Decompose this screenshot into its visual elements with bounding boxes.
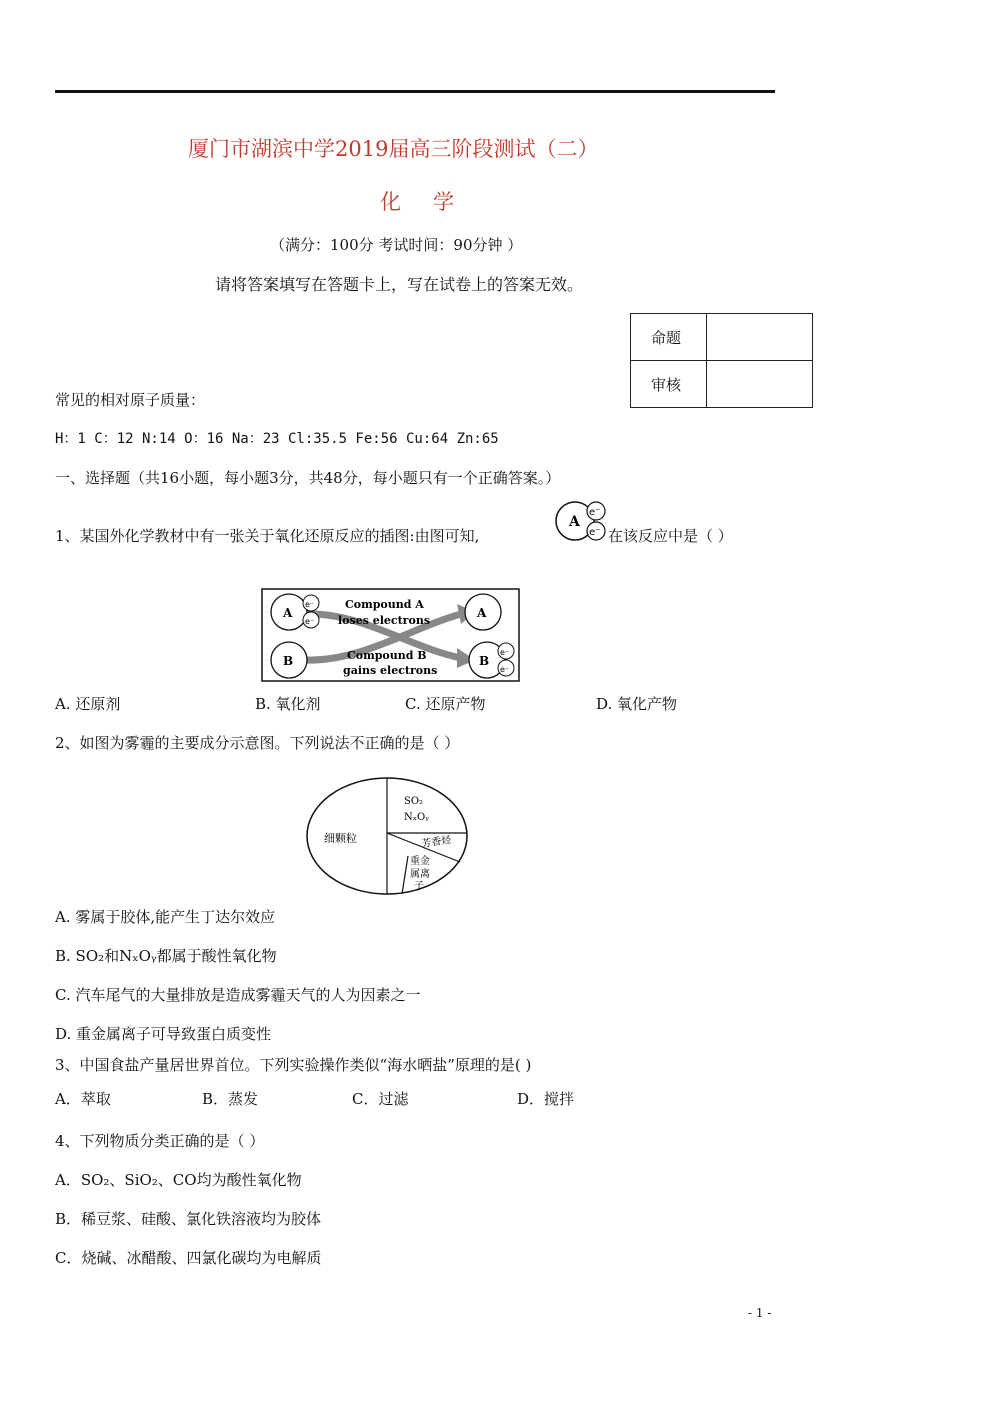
- option-c: C. 还原产物: [405, 695, 486, 713]
- question-4-stem: 4、下列物质分类正确的是（ ）: [55, 1132, 265, 1150]
- option-b: B. SO₂和NₓOᵧ都属于酸性氧化物: [55, 947, 277, 965]
- subject-title: 化学: [380, 190, 486, 214]
- review-table: [630, 313, 813, 408]
- option-a: A．萃取: [55, 1090, 111, 1108]
- electron-label: e⁻: [500, 665, 510, 674]
- reactant-icon: [553, 498, 609, 544]
- question-1-stem-start: 1、某国外化学教材中有一张关于氧化还原反应的插图:由图可知,: [55, 527, 480, 545]
- option-d: D. 氧化产物: [596, 695, 678, 713]
- review-row: [631, 361, 813, 408]
- redox-diagram: [261, 588, 521, 683]
- compound-b-line-2: gains electrons: [343, 664, 438, 677]
- slice-label-heavy-metal: 属离: [410, 869, 430, 880]
- diagram-label-a: A: [283, 606, 293, 620]
- diagram-label-a: A: [477, 606, 487, 620]
- compound-a-line-1: Compound A: [345, 598, 424, 611]
- exam-title: 厦门市湖滨中学2019届高三阶段测试（二）: [188, 137, 599, 161]
- option-c: C．过滤: [352, 1090, 409, 1108]
- option-a: A. 还原剂: [55, 695, 121, 713]
- option-b: B．蒸发: [202, 1090, 259, 1108]
- review-label: 审核: [631, 361, 707, 408]
- electron-label: e⁻: [589, 507, 601, 518]
- slice-label-heavy-metal: 子: [414, 881, 424, 892]
- diagram-label-b: B: [479, 654, 490, 668]
- electron-label: e⁻: [500, 648, 510, 657]
- slice-label-so2: SO₂: [404, 796, 424, 807]
- question-3-stem: 3、中国食盐产量居世界首位。下列实验操作类似“海水晒盐”原理的是( ): [55, 1056, 532, 1074]
- compound-b-line-1: Compound B: [347, 649, 427, 662]
- page-number: - 1 -: [748, 1306, 772, 1320]
- review-label: 命题: [631, 314, 707, 361]
- electron-label: e⁻: [305, 600, 315, 609]
- header-rule: [55, 90, 775, 93]
- diagram-label-b: B: [283, 654, 294, 668]
- review-value: [707, 314, 813, 361]
- option-a: A．SO₂、SiO₂、CO均为酸性氧化物: [55, 1171, 302, 1189]
- section-heading: 一、选择题（共16小题，每小题3分，共48分，每小题只有一个正确答案。）: [55, 469, 561, 487]
- question-2-stem: 2、如图为雾霾的主要成分示意图。下列说法不正确的是（ ）: [55, 734, 460, 752]
- haze-pie-chart: [304, 776, 470, 898]
- option-b: B. 氧化剂: [255, 695, 321, 713]
- compound-a-line-2: loses electrons: [338, 614, 431, 627]
- slice-label-heavy-metal: 重金: [410, 856, 430, 867]
- option-c: C. 汽车尾气的大量排放是造成雾霾天气的人为因素之一: [55, 986, 421, 1004]
- atomic-mass-values: H：1 C：12 N:14 O：16 Na：23 Cl:35.5 Fe:56 Cu:64 Zn:65: [55, 431, 499, 447]
- option-d: D．搅拌: [517, 1090, 575, 1108]
- answer-instruction: 请将答案填写在答题卡上，写在试卷上的答案无效。: [215, 275, 584, 294]
- exam-info: （满分：100分 考试时间：90分钟 ）: [270, 236, 523, 254]
- option-b: B．稀豆浆、硅酸、氯化铁溶液均为胶体: [55, 1210, 322, 1228]
- reactant-icon-label: A: [569, 514, 580, 530]
- atomic-mass-label: 常见的相对原子质量：: [55, 391, 206, 409]
- review-value: [707, 361, 813, 408]
- electron-label: e⁻: [589, 527, 601, 538]
- electron-label: e⁻: [305, 617, 315, 626]
- option-a: A. 雾属于胶体,能产生丁达尔效应: [55, 908, 276, 926]
- question-1-stem-end: 在该反应中是（ ）: [608, 527, 733, 545]
- slice-label-fine-particles: 细颗粒: [324, 832, 357, 845]
- slice-label-aromatic: 芳香烃: [420, 834, 453, 850]
- option-c: C．烧碱、冰醋酸、四氯化碳均为电解质: [55, 1249, 322, 1267]
- slice-label-nxoy: NₓOᵧ: [404, 812, 429, 823]
- review-row: [631, 314, 813, 361]
- option-d: D. 重金属离子可导致蛋白质变性: [55, 1025, 272, 1043]
